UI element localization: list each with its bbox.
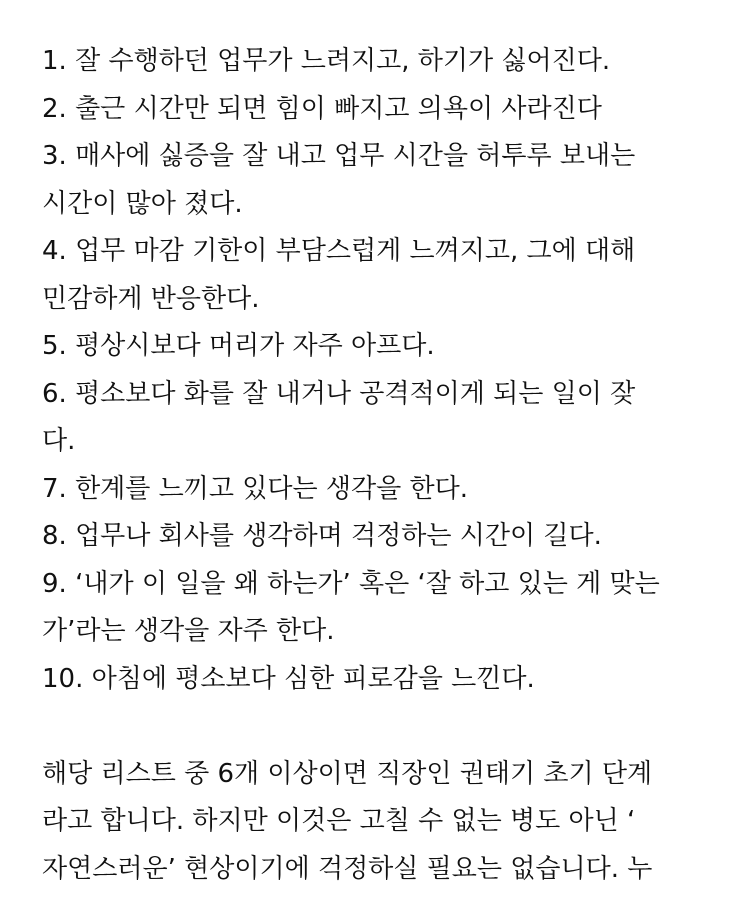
checklist-line: 8. 업무나 회사를 생각하며 걱정하는 시간이 길다.	[42, 521, 602, 551]
checklist-line: 4. 업무 마감 기한이 부담스럽게 느껴지고, 그에 대해	[42, 236, 636, 266]
summary-paragraph	[42, 751, 710, 894]
checklist-line: 민감하게 반응한다.	[42, 283, 260, 314]
burnout-checklist	[42, 38, 710, 703]
checklist-line: 2. 출근 시간만 되면 힘이 빠지고 의욕이 사라진다	[42, 93, 602, 124]
checklist-line: 가’라는 생각을 자주 한다.	[42, 616, 335, 646]
checklist-line: 다.	[42, 426, 76, 456]
checklist-line: 3. 매사에 싫증을 잘 내고 업무 시간을 허투루 보내는	[42, 141, 636, 171]
checklist-line: 9. ‘내가 이 일을 왜 하는가’ 혹은 ‘잘 하고 있는 게 맞는	[42, 568, 660, 599]
checklist-line: 10. 아침에 평소보다 심한 피로감을 느낀다.	[42, 663, 535, 694]
checklist-line: 5. 평상시보다 머리가 자주 아프다.	[42, 331, 435, 361]
checklist-line: 7. 한계를 느끼고 있다는 생각을 한다.	[42, 473, 469, 504]
paragraph-line: 해당 리스트 중 6개 이상이면 직장인 권태기 초기 단계	[42, 758, 653, 789]
checklist-line: 1. 잘 수행하던 업무가 느려지고, 하기가 싫어진다.	[42, 46, 611, 76]
checklist-line: 6. 평소보다 화를 잘 내거나 공격적이게 되는 일이 잦	[42, 378, 636, 409]
paragraph-line: 라고 합니다. 하지만 이것은 고칠 수 없는 병도 아닌 ‘	[42, 806, 636, 836]
paragraph-line: 자연스러운’ 현상이기에 걱정하실 필요는 없습니다. 누	[42, 853, 653, 884]
checklist-line: 시간이 많아 졌다.	[42, 188, 243, 219]
article-body	[42, 38, 710, 893]
paragraph-spacer	[42, 703, 710, 751]
